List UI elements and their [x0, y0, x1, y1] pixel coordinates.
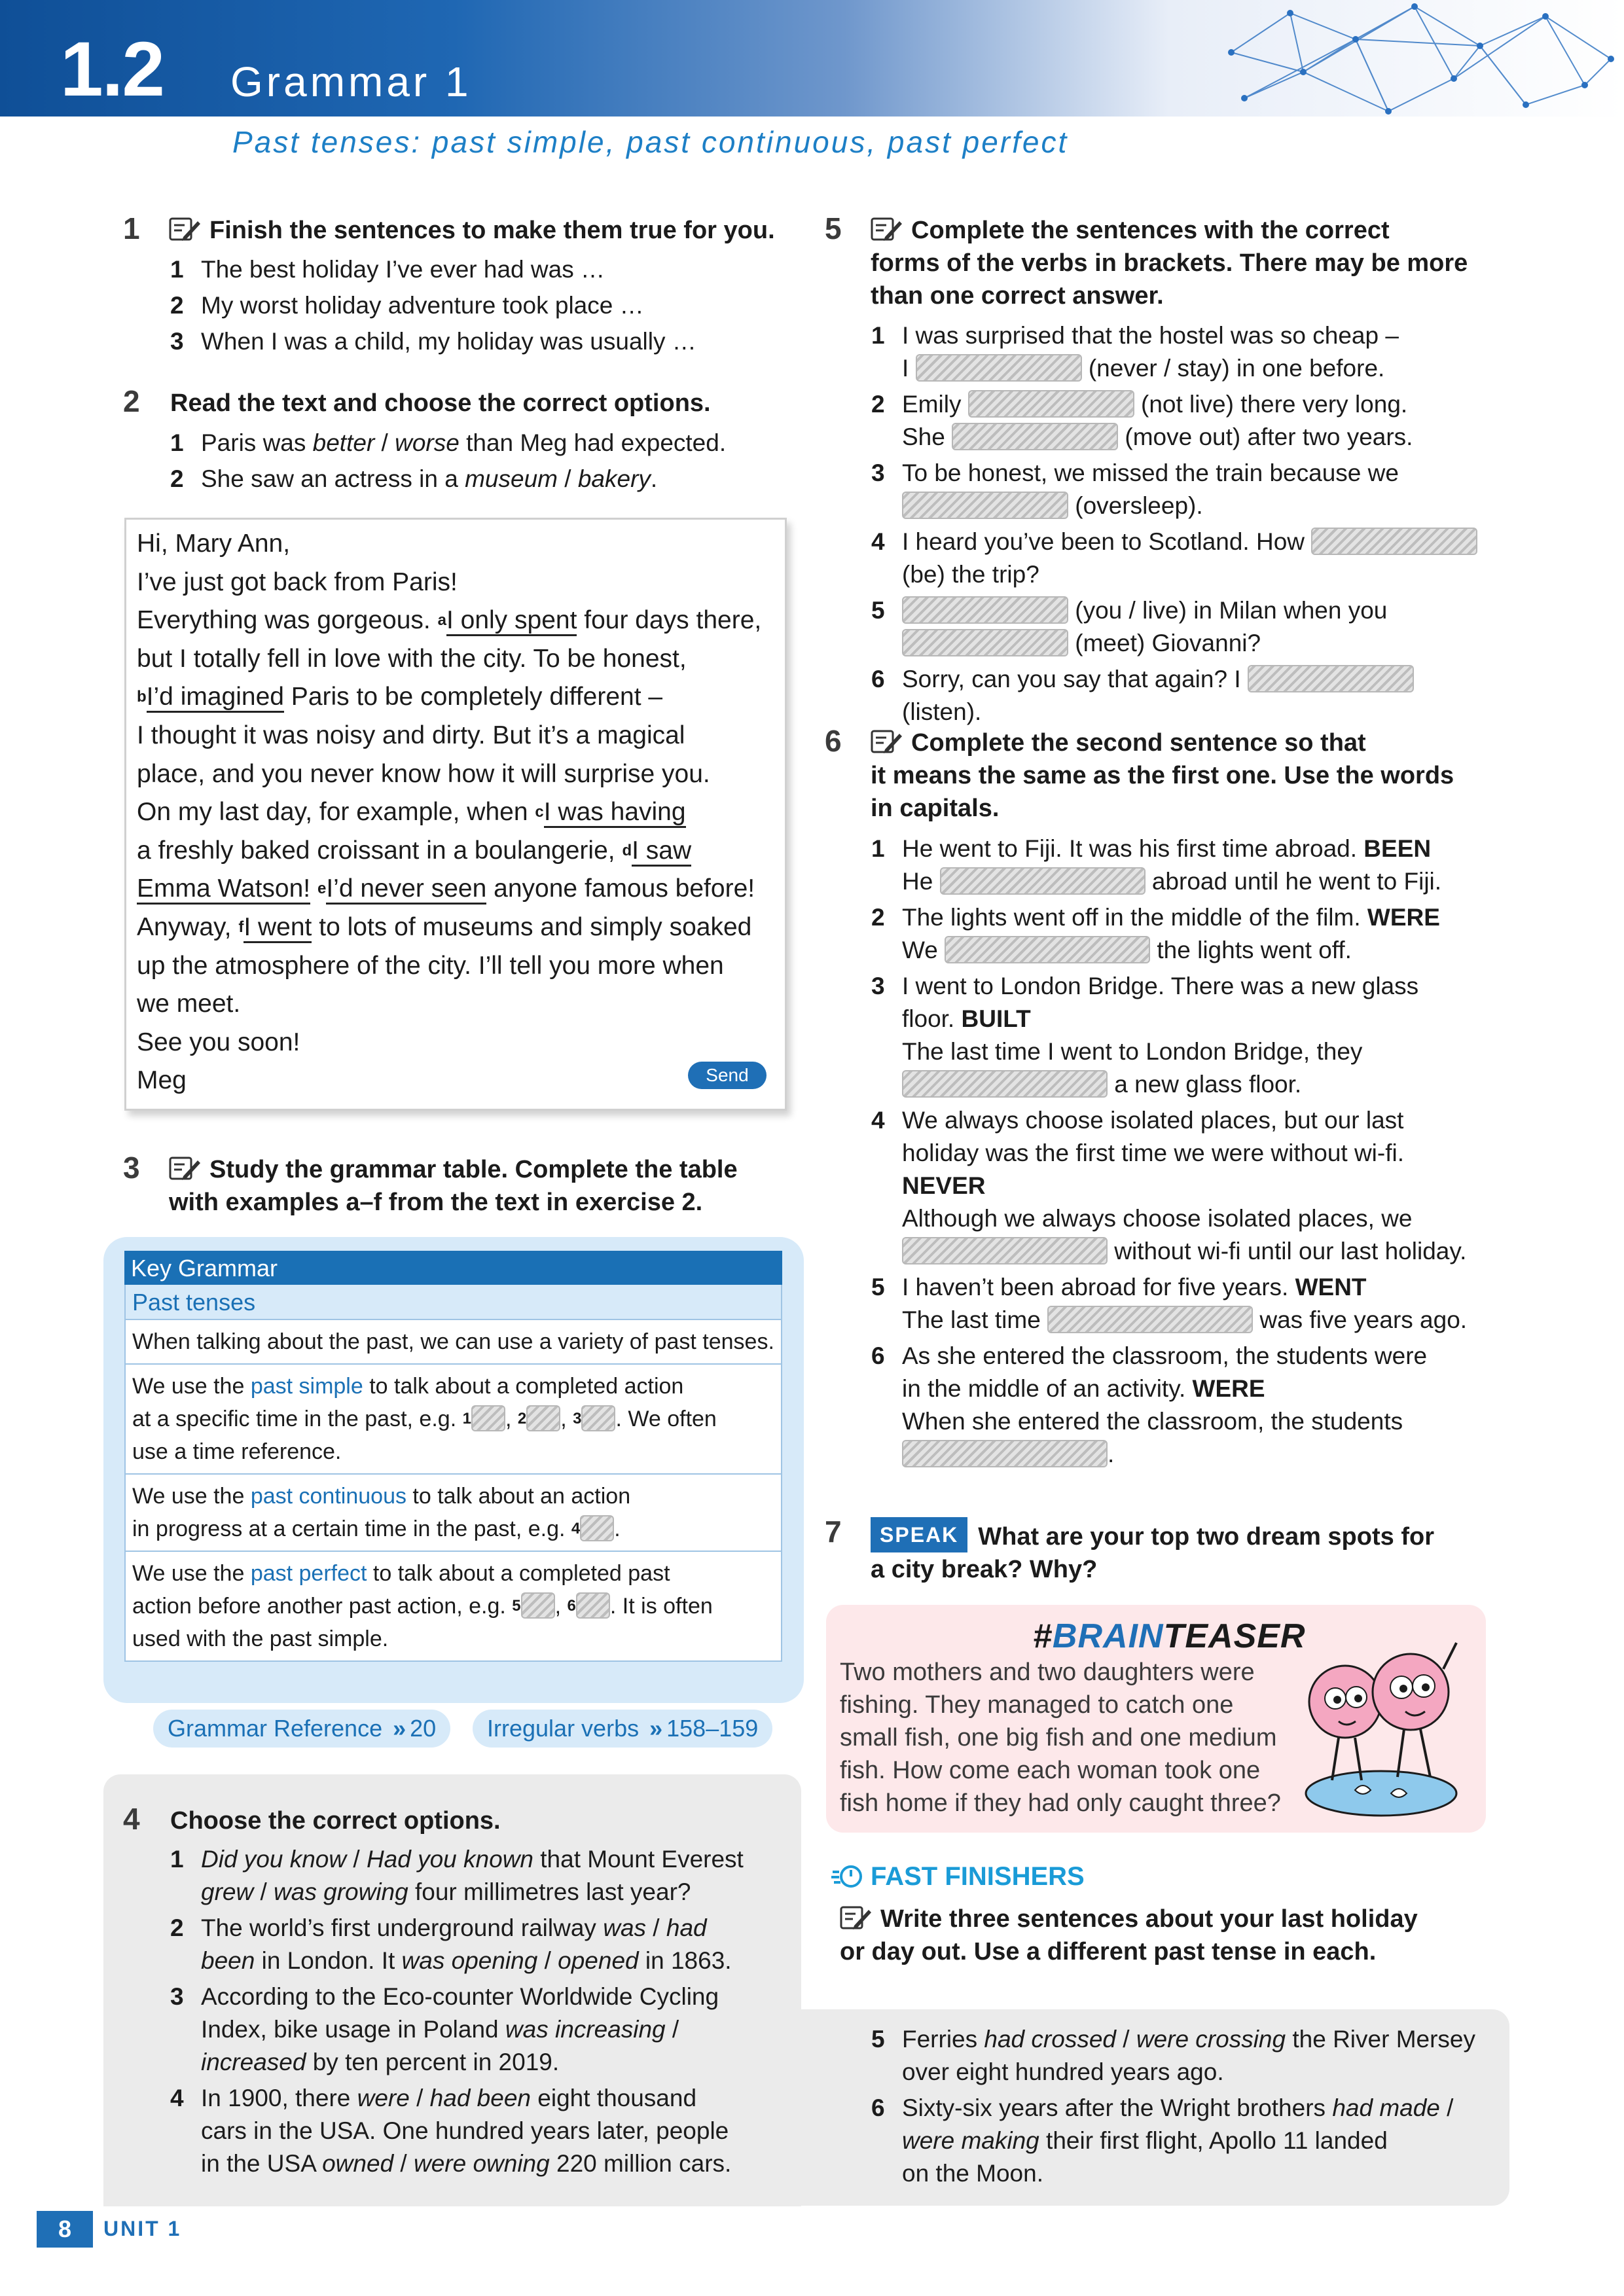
- pencil-icon: [871, 216, 902, 242]
- fast-finishers-task: Write three sentences about your last holiday or day out. Use a different past tense in each.: [840, 1905, 1418, 1965]
- list-item: 3 I went to London Bridge. There was a new glass floor. BUILT The last time I went to London Bridge, they a new glass floor.: [871, 973, 1419, 1098]
- exercise-6-list: [871, 833, 1500, 1471]
- exercise-2-instruction: Read the text and choose the correct options.: [170, 389, 711, 417]
- answer-gap[interactable]: [1248, 665, 1414, 692]
- underlined-example-a: I only spent: [446, 606, 577, 636]
- grammar-reference-link[interactable]: Grammar Reference » 20: [153, 1710, 450, 1748]
- list-item: 6 Sorry, can you say that again? I (listen).: [871, 663, 1500, 728]
- pencil-icon: [871, 728, 902, 755]
- answer-gap[interactable]: [1311, 528, 1477, 555]
- list-item: 3 According to the Eco-counter Worldwide Cycling Index, bike usage in Poland was increasing / increased by ten percent in 2019.: [170, 1983, 719, 2075]
- list-item: 6 Sixty-six years after the Wright brothers had made / were making their first flight, Apollo 11 landed on the Moon.: [871, 2094, 1454, 2187]
- exercise-2-number: 2: [123, 384, 140, 418]
- fast-finishers-title: FAST FINISHERS: [831, 1862, 1085, 1892]
- answer-gap[interactable]: [521, 1592, 555, 1619]
- list-item: 4 We always choose isolated places, but our last holiday was the first time we were without wi-fi. NEVER Although we always choose isolated places, we without wi-fi until our last holiday.: [871, 1107, 1467, 1265]
- table-subheader: Past tenses: [124, 1285, 782, 1319]
- answer-gap[interactable]: [940, 867, 1146, 895]
- answer-gap[interactable]: [902, 1440, 1108, 1467]
- page-subtitle: Past tenses: past simple, past continuous, past perfect: [232, 125, 1069, 159]
- list-item: 1 Paris was better / worse than Meg had expected.: [170, 429, 727, 456]
- exercise-5-number: 5: [825, 211, 842, 245]
- answer-gap[interactable]: [902, 1237, 1108, 1265]
- double-chevron-icon: »: [649, 1715, 663, 1742]
- brainteaser-text: Two mothers and two daughters were fishing. They managed to catch one small fish, one big fish and one medium fish. How come each woman took one fish home if they had only caught three?: [840, 1659, 1281, 1817]
- answer-gap[interactable]: [902, 492, 1068, 519]
- pencil-icon: [840, 1905, 871, 1931]
- exercise-6-instruction: Complete the second sentence so that it means the same as the first one. Use the words in capitals.: [871, 729, 1454, 822]
- send-button[interactable]: Send: [688, 1062, 767, 1089]
- list-item: 3 When I was a child, my holiday was usually …: [170, 328, 696, 355]
- footer-unit-label: UNIT 1: [103, 2217, 182, 2240]
- list-item: 5 I haven’t been abroad for five years. WENT The last time was five years ago.: [871, 1274, 1468, 1333]
- list-item: 2 The lights went off in the middle of the film. WERE We the lights went off.: [871, 904, 1440, 963]
- answer-gap[interactable]: [580, 1515, 614, 1541]
- brain-characters-illustration: [1293, 1630, 1470, 1820]
- underlined-example-b: I’d imagined: [147, 683, 284, 713]
- option[interactable]: worse: [395, 429, 460, 456]
- email-signature: Meg: [137, 1066, 187, 1095]
- underlined-example-e: I’d never seen: [326, 874, 486, 905]
- exercise-4-list-right: [871, 2023, 1500, 2190]
- table-row: We use the past simple to talk about a completed action at a specific time in the past, e.g. $^1$ , $^2$ , $^3$ . We often use a time reference.: [124, 1365, 782, 1475]
- list-item: 6 As she entered the classroom, the students were in the middle of an activity. WERE When she entered the classroom, the students .: [871, 1342, 1428, 1467]
- stopwatch-icon: [831, 1863, 864, 1889]
- list-item: 2 The world’s first underground railway was / had been in London. It was opening / opened in 1863.: [170, 1914, 732, 1974]
- list-item: 2 My worst holiday adventure took place …: [170, 292, 644, 319]
- irregular-verbs-link[interactable]: Irregular verbs » 158–159: [473, 1710, 772, 1748]
- table-row: We use the past continuous to talk about an action in progress at a certain time in the past, e.g. $^4$ .: [124, 1475, 782, 1552]
- brainteaser-title: #BRAINTEASER: [1033, 1617, 1306, 1655]
- list-item: 5 Ferries had crossed / were crossing the River Mersey over eight hundred years ago.: [871, 2026, 1476, 2085]
- exercise-7-number: 7: [825, 1515, 842, 1549]
- answer-gap[interactable]: [1047, 1306, 1253, 1333]
- double-chevron-icon: »: [393, 1715, 406, 1742]
- list-item: 1 Did you know / Had you known that Mount Everest grew / was growing four millimetres last year?: [170, 1846, 744, 1905]
- exercise-3-instruction: Study the grammar table. Complete the table with examples a–f from the text in exercise 2.: [169, 1156, 738, 1216]
- exercise-4-list-left: [170, 1843, 785, 2180]
- answer-gap[interactable]: [902, 629, 1068, 656]
- exercise-6-number: 6: [825, 724, 842, 758]
- answer-gap[interactable]: [471, 1405, 505, 1431]
- answer-gap[interactable]: [945, 936, 1150, 963]
- exercise-1-number: 1: [123, 211, 140, 245]
- email-card: [124, 518, 787, 1111]
- list-item: 4 I heard you’ve been to Scotland. How (be) the trip?: [871, 526, 1500, 591]
- list-item: 1 The best holiday I’ve ever had was …: [170, 256, 605, 283]
- exercise-1-instruction: [169, 214, 775, 247]
- answer-gap[interactable]: [581, 1405, 615, 1431]
- underlined-example-d: I saw: [632, 836, 691, 867]
- option[interactable]: museum: [465, 465, 558, 492]
- answer-gap[interactable]: [902, 1070, 1108, 1098]
- exercise-1-instruction-text: Finish the sentences to make them true for you.: [209, 217, 775, 244]
- option[interactable]: bakery: [577, 465, 651, 492]
- exercise-5-instruction: Complete the sentences with the correct forms of the verbs in brackets. There may be more than one correct answer.: [871, 217, 1468, 310]
- list-item: 1 He went to Fiji. It was his first time abroad. BEEN He abroad until he went to Fiji.: [871, 835, 1442, 895]
- list-item: 4 In 1900, there were / had been eight thousand cars in the USA. One hundred years later, people in the USA owned / were owning 220 million cars.: [170, 2085, 732, 2177]
- exercise-4-instruction: Choose the correct options.: [170, 1807, 501, 1835]
- underlined-example-c: I was having: [544, 798, 686, 828]
- exercise-5-list: [871, 319, 1500, 728]
- list-item: 5 (you / live) in Milan when you (meet) Giovanni?: [871, 597, 1388, 656]
- list-item: 1 I was surprised that the hostel was so cheap – I (never / stay) in one before.: [871, 322, 1399, 382]
- answer-gap[interactable]: [526, 1405, 560, 1431]
- key-grammar-table: [124, 1251, 782, 1662]
- network-decoration: [1218, 0, 1624, 117]
- option[interactable]: better: [312, 429, 375, 456]
- table-row: When talking about the past, we can use a variety of past tenses.: [124, 1319, 782, 1365]
- list-item: 2 Emily (not live) there very long. She (move out) after two years.: [871, 391, 1413, 450]
- page-title: Grammar 1: [230, 58, 472, 105]
- table-row: We use the past perfect to talk about a completed past action before another past action, e.g. $^5$ , $^6$ . It is often used with the past simple.: [124, 1552, 782, 1662]
- pencil-icon: [169, 1155, 200, 1181]
- speak-badge: SPEAK: [871, 1517, 967, 1552]
- answer-gap[interactable]: [968, 390, 1134, 418]
- email-body: Hi, Mary Ann, I’ve just got back from Paris! Everything was gorgeous. $^a$I only spent four days there, but I totally fell in love with the city. To be honest, $^b$I’d imagined Paris to be completely different – I thought it was noisy and dirty. But it’s a magical place, and you never know how it will surprise you. On my last day, for example, when $^c$I was having a freshly baked croissant in a boulangerie, $^d$I saw Emma Watson! $^e$I’d never seen anyone famous before! Anyway, $^f$I went to lots of museums and simply soaked up the atmosphere of the city. I’ll tell you more when we meet. See you soon! Meg: [137, 525, 778, 1100]
- exercise-4-number: 4: [123, 1802, 140, 1836]
- list-item: 3 To be honest, we missed the train because we (oversleep).: [871, 459, 1399, 519]
- page-number: 8: [37, 2211, 93, 2248]
- unit-number: 1.2: [60, 26, 164, 113]
- table-header: Key Grammar: [124, 1251, 782, 1285]
- list-item: 2 She saw an actress in a museum / bakery.: [170, 465, 658, 492]
- exercise-1-list: [170, 253, 792, 358]
- answer-gap[interactable]: [952, 423, 1118, 450]
- answer-gap[interactable]: [576, 1592, 610, 1619]
- underlined-example-f: I went: [244, 913, 312, 943]
- exercise-7-question: SPEAK What are your top two dream spots for a city break? Why?: [871, 1517, 1499, 1586]
- exercise-2-list: [170, 427, 792, 495]
- pencil-icon: [169, 216, 200, 242]
- exercise-3-number: 3: [123, 1151, 140, 1185]
- answer-gap[interactable]: [916, 354, 1082, 382]
- answer-gap[interactable]: [902, 596, 1068, 624]
